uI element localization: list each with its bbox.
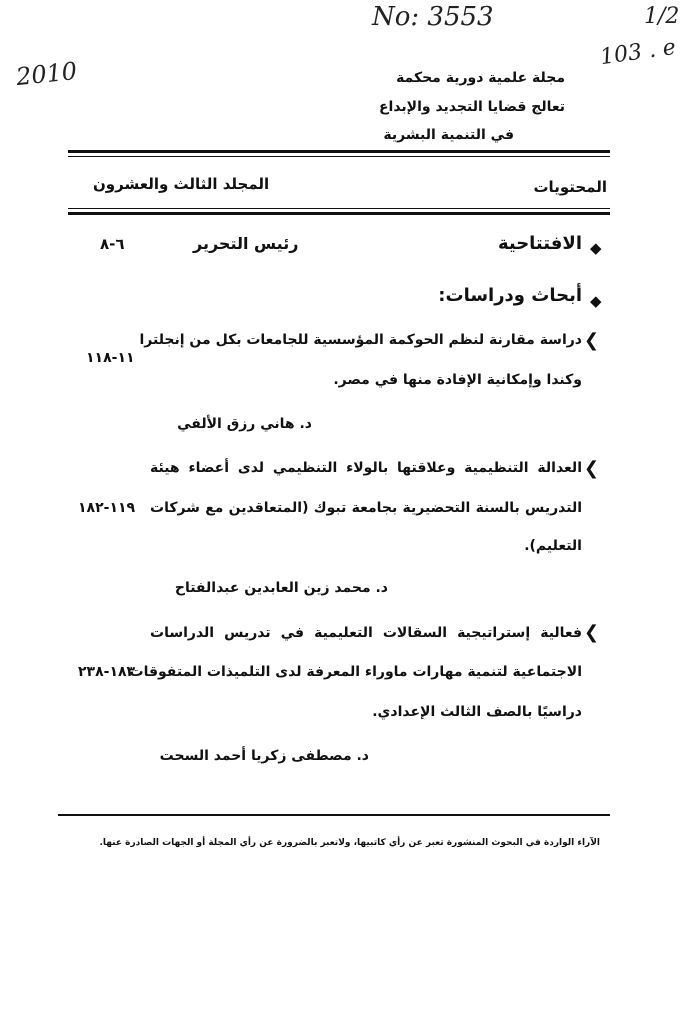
editorial-bullet-icon: ◆	[590, 239, 602, 257]
header-rule-top-thick	[68, 150, 610, 153]
article-3-author: د. مصطفى زكريا أحمد السحت	[159, 748, 369, 764]
volume-label: المجلد الثالث والعشرون	[93, 175, 270, 193]
article-3-chevron-icon: ❮	[584, 622, 600, 643]
editorial-title: الافتتاحية	[497, 233, 582, 254]
article-1-title-line-2: وكندا وإمكانية الإفادة منها في مصر.	[333, 372, 582, 388]
header-rule-bottom-thick	[68, 212, 610, 215]
footer-disclaimer: الآراء الواردة في البحوث المنشورة تعبر عن رأي كاتبيها، ولاتعبر بالضرورة عن رأي المجلة أو الجهات الصادرة عنها.	[99, 838, 600, 848]
header-rule-top-thin	[68, 156, 610, 157]
article-3-pages: ١٨٣-٢٣٨	[78, 664, 136, 680]
article-2-author: د. محمد زين العابدين عبدالفتاح	[174, 580, 388, 596]
journal-line-1: مجلة علمية دورية محكمة	[396, 70, 565, 86]
article-1-title-line-1: دراسة مقارنة لنظم الحوكمة المؤسسية للجامعات بكل من إنجلترا	[139, 332, 582, 348]
article-2-title-line-3: التعليم).	[524, 538, 582, 554]
handwritten-code: 103 . e	[598, 34, 678, 71]
article-2-chevron-icon: ❮	[584, 458, 600, 479]
article-3-title-line-3: دراسيًا بالصف الثالث الإعدادي.	[372, 704, 582, 720]
journal-line-3: في التنمية البشرية	[383, 127, 514, 143]
header-rule-bottom-thin	[68, 208, 610, 209]
article-3-title-line-2: الاجتماعية لتنمية مهارات ماوراء المعرفة لدى التلميذات المتفوقات	[129, 664, 582, 680]
handwritten-year: 2010	[14, 56, 79, 92]
section-title: أبحاث ودراسات:	[438, 285, 582, 306]
article-3-title-line-1: فعالية إستراتيجية السقالات التعليمية في تدريس الدراسات	[150, 625, 582, 641]
section-bullet-icon: ◆	[590, 292, 602, 310]
article-1-author: د. هاني رزق الألفي	[177, 416, 312, 432]
editorial-author: رئيس التحرير	[193, 234, 299, 253]
article-1-pages: ١١-١١٨	[86, 350, 135, 366]
article-2-title-line-1: العدالة التنظيمية وعلاقتها بالولاء التنظيمي لدى أعضاء هيئة	[150, 460, 582, 476]
editorial-pages: ٦-٨	[100, 235, 125, 253]
article-1-chevron-icon: ❮	[584, 330, 600, 351]
footer-rule	[58, 814, 610, 816]
handwritten-page-mark: 1/2	[644, 4, 680, 29]
article-2-title-line-2: التدريس بالسنة التحضيرية بجامعة تبوك (المتعاقدين مع شركات	[150, 500, 582, 516]
handwritten-serial-number: No: 3553	[372, 2, 494, 32]
journal-line-2: تعالج قضايا التجديد والإبداع	[378, 99, 565, 115]
contents-label: المحتويات	[533, 178, 607, 196]
article-2-pages: ١١٩-١٨٢	[78, 500, 136, 516]
